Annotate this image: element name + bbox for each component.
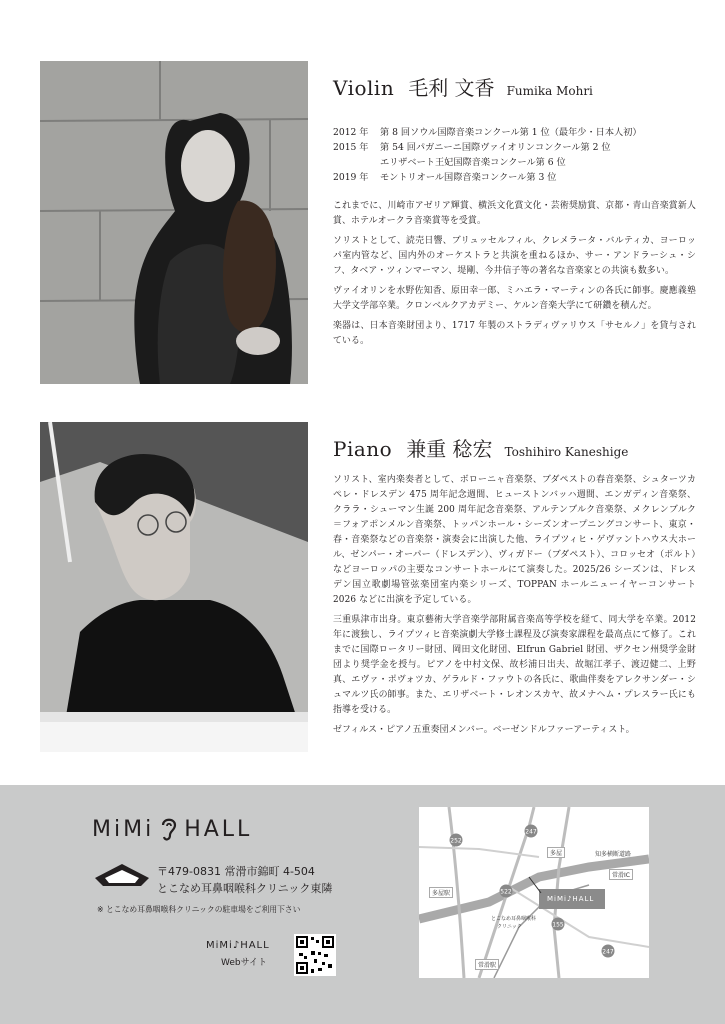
svg-text:247: 247 bbox=[525, 828, 537, 836]
svg-text:252: 252 bbox=[450, 837, 462, 845]
route-247b-shield bbox=[601, 944, 615, 958]
piano-paragraphs bbox=[333, 473, 696, 738]
name-japanese: 毛利 文香 bbox=[408, 76, 495, 100]
pianist-photo bbox=[40, 422, 308, 752]
award-item: エリザベート王妃国際音楽コンクール第 6 位 bbox=[380, 157, 566, 168]
award-item: 2019 年 モントリオール国際音楽コンクール第 3 位 bbox=[333, 172, 557, 183]
svg-text:247: 247 bbox=[602, 948, 614, 956]
name-romaji: Fumika Mohri bbox=[506, 84, 593, 98]
website-label: Webサイト bbox=[221, 958, 267, 968]
qr-code[interactable] bbox=[294, 934, 336, 976]
map-label-tokoname-ic: 常滑IC bbox=[609, 869, 633, 880]
instrument-label: Piano bbox=[333, 437, 393, 461]
svg-text:522: 522 bbox=[500, 888, 512, 896]
bio-paragraph: これまでに、川崎市アゼリア輝賞、横浜文化賞文化・芸術奨励賞、京都・青山音楽賞新人賞、ホテルオークラ音楽賞等を受賞。 bbox=[333, 201, 696, 226]
award-item: 2012 年 第 8 回ソウル国際音楽コンクール第 1 位（最年少・日本人初） bbox=[333, 127, 642, 138]
piano-bio bbox=[333, 433, 696, 743]
bio-paragraph: ヴァイオリンを水野佐知香、原田幸一郎、ミハエラ・マーティンの各氏に師事。慶應義塾大学文学部卒業。クロンベルクアカデミー、ケルン音楽大学にて研鑽を積んだ。 bbox=[333, 286, 696, 311]
bio-paragraph: ゼフィルス・ピアノ五重奏団メンバー。ベーゼンドルファーアーティスト。 bbox=[333, 725, 635, 735]
awards-list bbox=[333, 125, 696, 185]
parking-note: ※ とこなめ耳鼻咽喉科クリニックの駐車場をご利用下さい bbox=[97, 905, 301, 914]
route-522-shield bbox=[499, 884, 513, 898]
pianist-name-line bbox=[333, 433, 696, 462]
violin-bio bbox=[333, 72, 696, 354]
mimi-hall-logo: MiMi HALL bbox=[92, 816, 253, 842]
map-venue-marker: MiMi♪HALL bbox=[547, 895, 595, 903]
bio-paragraph: ソリストとして、読売日響、ブリュッセルフィル、クレメラータ・バルティカ、ヨーロッパ室内管など、国内外のオーケストラと共演を重ねるほか、サー・アンドラーシュ・シフ、タベア・ツィンマーマン、堤剛、今井信子等の著名な音楽家との共演も数多い。 bbox=[333, 236, 696, 276]
svg-text:155: 155 bbox=[552, 921, 564, 929]
map-label-clinic-1: とこなめ耳鼻咽喉科 bbox=[491, 916, 537, 922]
clinic-location: とこなめ耳鼻咽喉科クリニック東隣 bbox=[157, 882, 333, 895]
ear-icon bbox=[158, 815, 180, 843]
route-252-shield bbox=[449, 833, 463, 847]
instrument-label: Violin bbox=[333, 76, 395, 100]
route-247-shield bbox=[524, 824, 538, 838]
map-label-chita-road: 知多横断道路 bbox=[595, 851, 632, 858]
violinist-name-line bbox=[333, 72, 696, 101]
map-label-tokoname-station: 常滑駅 bbox=[475, 959, 499, 970]
name-japanese: 兼重 稔宏 bbox=[406, 437, 493, 461]
name-romaji: Toshihiro Kaneshige bbox=[504, 445, 629, 459]
access-map bbox=[419, 807, 649, 978]
violinist-photo bbox=[40, 61, 308, 384]
postal-address: 〒479-0831 常滑市錦町 4-504 bbox=[157, 865, 315, 878]
building-icon bbox=[93, 860, 151, 890]
bio-paragraph: 楽器は、日本音楽財団より、1717 年製のストラディヴァリウス「サセルノ」を貸与されている。 bbox=[333, 321, 696, 346]
map-label-tajiya-station: 多屋駅 bbox=[429, 887, 453, 898]
award-item: 2015 年 第 54 回パガニーニ国際ヴァイオリンコンクール第 2 位 bbox=[333, 142, 611, 153]
map-label-clinic-2: クリニック bbox=[497, 924, 522, 930]
route-155-shield bbox=[551, 917, 565, 931]
violin-paragraphs bbox=[333, 199, 696, 349]
map-label-tajiya: 多屋 bbox=[547, 847, 565, 858]
bio-paragraph: 三重県津市出身。東京藝術大学音楽学部附属音楽高等学校を経て、同大学を卒業。2012 年に渡独し、ライプツィヒ音楽演劇大学修士課程及び演奏家課程を最高点にて修了。これまでに国際ロータリー財団、岡田文化財団、Elfrun Gabriel 財団、ザクセン州奨学金財団より奨学金を授与。ピアノを中村文保、故杉浦日出夫、故堀江孝子、渡辺健二、上野真、エヴァ・ポヴォツカ、ゲラルド・ファウトの各氏に、歌曲伴奏をアレクサンダー・シュマルツ氏の師事。また、エリザベート・レオンスカヤ、故メナヘム・プレスラー氏にも指導を受ける。 bbox=[333, 615, 696, 715]
website-logo: MiMi♪HALL bbox=[206, 940, 270, 951]
bio-paragraph: ソリスト、室内楽奏者として、ボローニャ音楽祭、ブダペストの春音楽祭、シュターツカペレ・ドレスデン 475 周年記念週間、ヒューストンバッハ週間、エンガディン音楽祭、クララ・シューマン生誕 200 周年記念音楽祭、アルテンブルク音楽祭、メクレンブルク＝フォアポンメルン音楽祭、トッパンホール・シーズンオープニングコンサート、東京・春・音楽祭などの音楽祭・演奏会に出演した他、ライプツィヒ・ゲヴァントハウス大ホール、ゼンパー・オーパー（ドレスデン）、ヴィガドー（ブダペスト）、コロッセオ（ポルト）などヨーロッパの主要なコンサートホールにて演奏した。2025/26 シーズンは、ドレスデン国立歌劇場管弦楽団室内楽シリーズ、TOPPAN ホールニューイヤーコンサート 2026 などに出演を予定している。 bbox=[333, 475, 696, 605]
